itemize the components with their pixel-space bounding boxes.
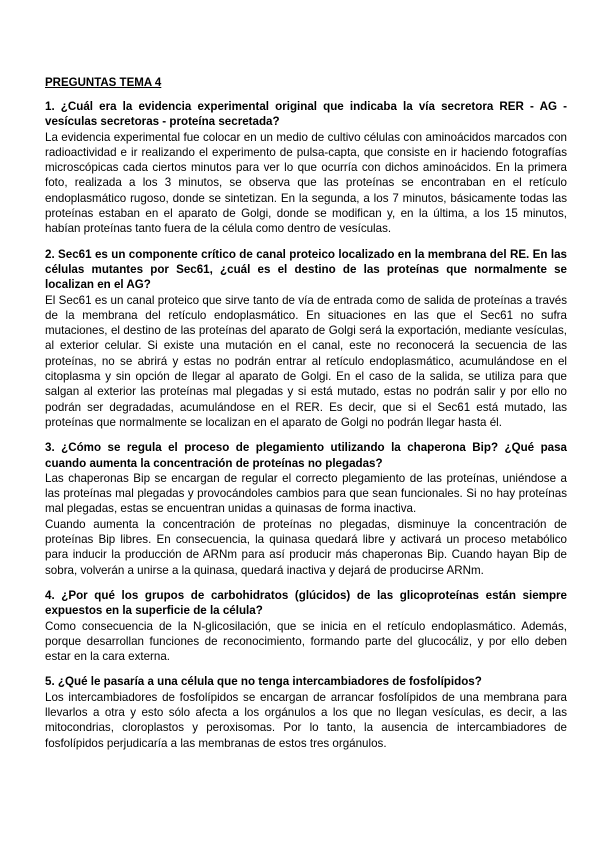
question-5: 5. ¿Qué le pasaría a una célula que no tenga intercambiadores de fosfolípidos? xyxy=(45,675,482,689)
document-title: PREGUNTAS TEMA 4 xyxy=(45,77,162,89)
answer-3-paragraph-1: Las chaperonas Bip se encargan de regular el correcto plegamiento de las proteínas, uniéndose a las proteínas mal plegadas y provocándoles cambios para que sean funcionales. Si no hay proteínas mal plegadas, estas se encuentran unidas a quinasas de forma inactiva. xyxy=(45,471,567,516)
document-page xyxy=(45,76,567,761)
question-2: 2. Sec61 es un componente crítico de canal proteico localizado en la membrana del RE. En las células mutantes por Sec61, ¿cuál es el destino de las proteínas que normalmente se localizan en el AG? xyxy=(45,247,567,292)
question-3: 3. ¿Cómo se regula el proceso de plegamiento utilizando la chaperona Bip? ¿Qué pasa cuando aumenta la concentración de proteínas no plegadas? xyxy=(45,441,567,470)
answer-3-paragraph-2: Cuando aumenta la concentración de proteínas no plegadas, disminuye la concentración de proteínas Bip libres. En consecuencia, la quinasa quedará libre y activará un proceso metabólico para inducir la producción de ARNm para así producir más chaperonas Bip. Cuando hayan Bip de sobra, volverán a unirse a la quinasa, quedará inactiva y dejará de producirse ARNm. xyxy=(45,517,567,577)
question-block-2 xyxy=(45,247,567,431)
question-4: 4. ¿Por qué los grupos de carbohidratos (glúcidos) de las glicoproteínas están siempre expuestos en la superficie de la célula? xyxy=(45,588,567,618)
answer-2-paragraph-1: El Sec61 es un canal proteico que sirve tanto de vía de entrada como de salida de proteínas a través de la membrana del retículo endoplasmático. En situaciones en las que el Sec61 no sufra mutaciones, el destino de las proteínas del aparato de Golgi será la exportación, mediante vesículas, al exterior celular. Si existe una mutación en el canal, este no reconocerá la secuencia de las proteínas, no se abrirá y estas no podrán entrar al retículo endoplasmático, acumulándose en el citoplasma y sin opción de llegar al aparato de Golgi. En el caso de la salida, se utiliza para que salgan al exterior las proteínas mal plegadas y si está mutado, estas no podrán salir y por ello no podrán ser degradadas, acumulándose en el RER. Es decir, que si el Sec61 está mutado, las proteínas que normalmente se localizan en el aparato de Golgi no podrán llegar hasta él. xyxy=(45,293,567,429)
question-block-1 xyxy=(45,99,567,237)
question-block-5 xyxy=(45,674,567,750)
question-1: 1. ¿Cuál era la evidencia experimental original que indicaba la vía secretora RER - AG - vesículas secretoras - proteína secretada? xyxy=(45,100,567,129)
answer-1-paragraph-1: La evidencia experimental fue colocar en un medio de cultivo células con aminoácidos marcados con radioactividad e ir realizando el experimento de pulsa-capta, que consiste en ir haciendo fotografías microscópicas cada ciertos minutos para ver lo que ocurría con dichos aminoácidos. En la primera foto, realizada a los 3 minutos, se observa que las proteínas se encontraban en el retículo endoplasmático rugoso, donde se sintetizan. En la segunda, a los 7 minutos, básicamente todas las proteínas estaban en el aparato de Golgi, donde se modifican y, en la última, a los 15 minutos, habían proteínas tanto fuera de la célula como dentro de vesículas. xyxy=(45,130,567,236)
question-block-4 xyxy=(45,588,567,664)
answer-4-paragraph-1: Como consecuencia de la N-glicosilación, que se inicia en el retículo endoplasmático. Además, porque desarrollan funciones de reconocimiento, formando parte del glucocáliz, y por ello deben estar en la cara externa. xyxy=(45,619,567,664)
answer-5-paragraph-1: Los intercambiadores de fosfolípidos se encargan de arrancar fosfolípidos de una membrana para llevarlos a otra y esto sólo afecta a los orgánulos a los que no llegan vesículas, es decir, a las mitocondrias, cloroplastos y peroxisomas. Por lo tanto, la ausencia de intercambiadores de fosfolípidos perjudicaría a las membranas de estos tres orgánulos. xyxy=(45,690,567,750)
question-block-3 xyxy=(45,440,567,578)
